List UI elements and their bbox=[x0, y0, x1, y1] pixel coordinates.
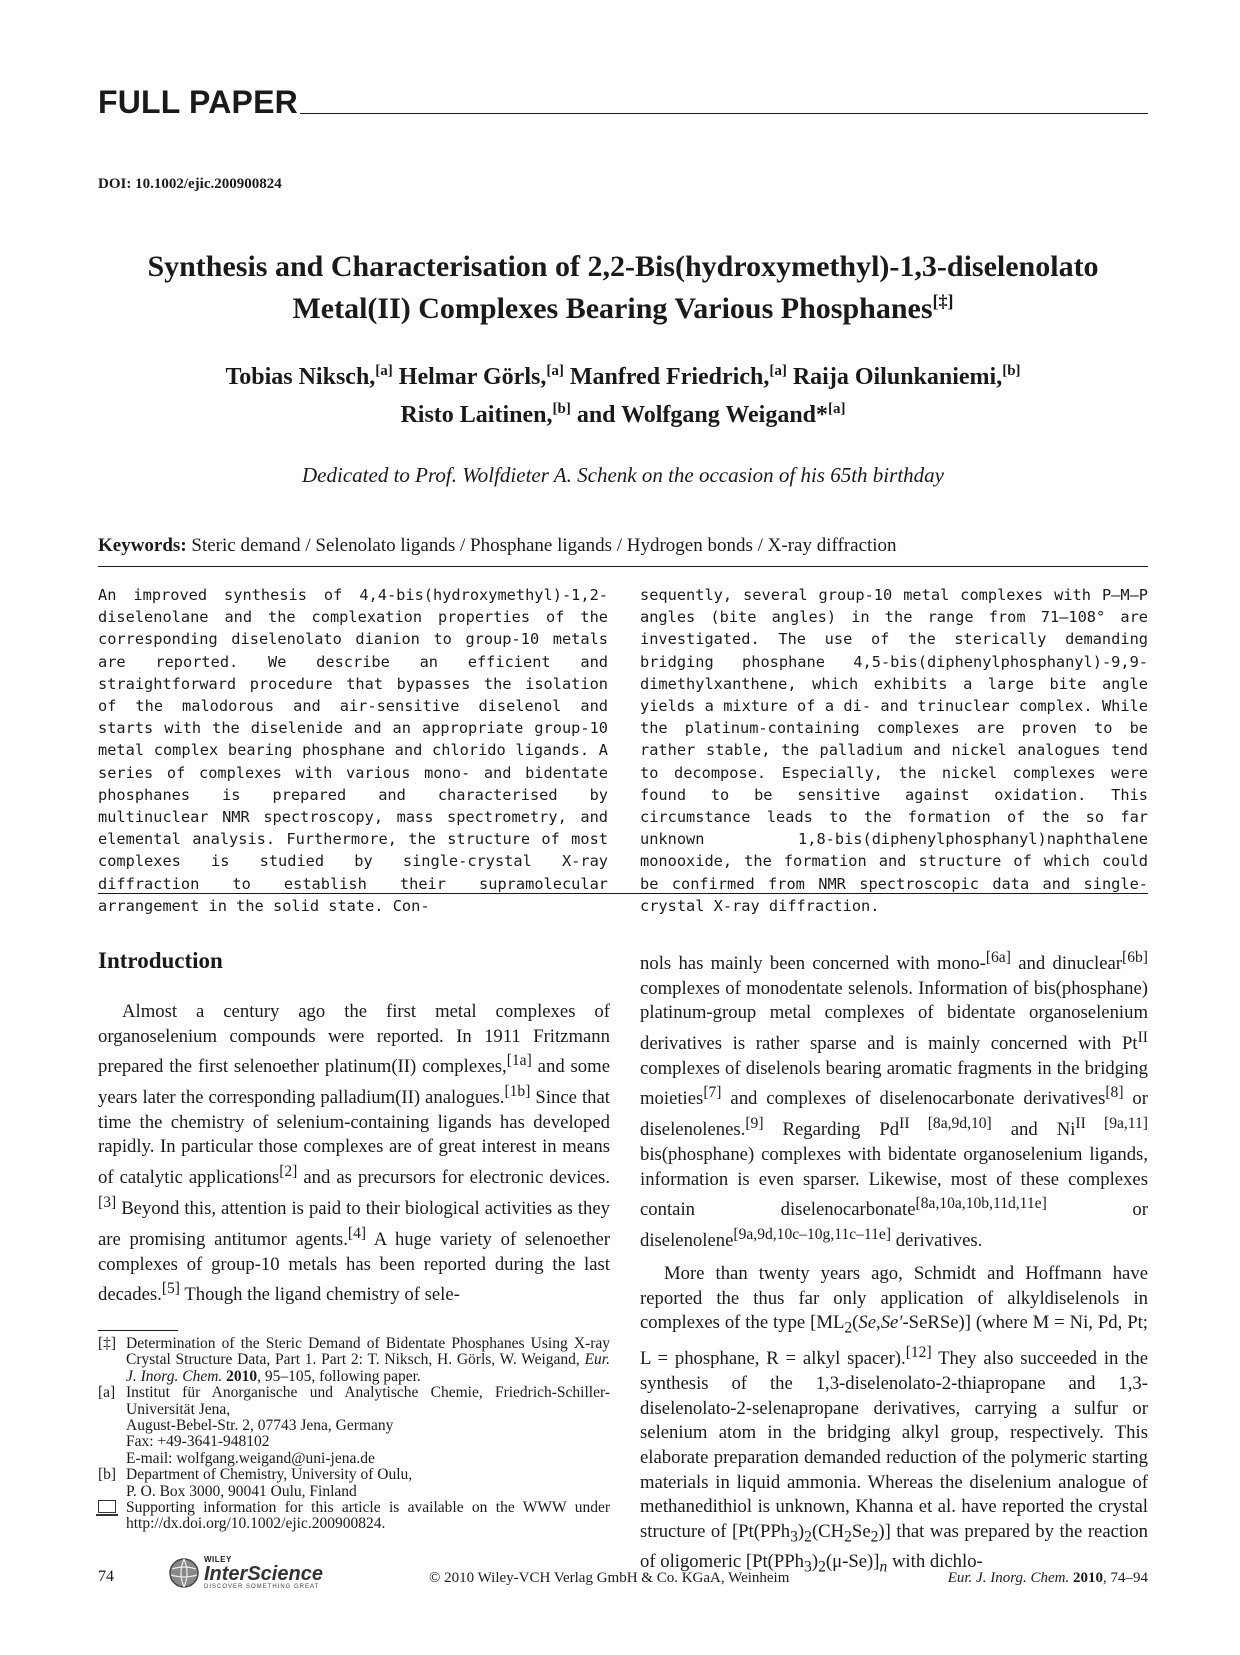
footnote-affiliation-b: [b] Department of Chemistry, University of Oulu, P. O. Box 3000, 90041 Oulu, Finland bbox=[98, 1466, 413, 1500]
keywords-label: Keywords: bbox=[98, 535, 187, 556]
authors-line-2: Risto Laitinen,[b] and Wolfgang Weigand*[a] bbox=[400, 401, 846, 428]
author-email[interactable]: E-mail: wolfgang.weigand@uni-jena.de bbox=[126, 1449, 375, 1467]
globe-icon bbox=[168, 1557, 200, 1589]
doi: DOI: 10.1002/ejic.200900824 bbox=[98, 176, 282, 192]
title-line-2: Metal(II) Complexes Bearing Various Phosphanes[‡] bbox=[292, 291, 954, 325]
logo-main: InterScience bbox=[204, 1563, 323, 1585]
header-rule bbox=[300, 113, 1148, 114]
dedication: Dedicated to Prof. Wolfdieter A. Schenk on the occasion of his 65th birthday bbox=[302, 463, 944, 487]
computer-icon bbox=[98, 1500, 116, 1513]
keywords-text: Steric demand / Selenolato ligands / Phosphane ligands / Hydrogen bonds / X-ray diffraction bbox=[191, 535, 897, 556]
supporting-info-link[interactable]: Supporting information for this article is available on the WWW under http://dx.doi.org/10.1002/ejic.200900824. bbox=[126, 1499, 610, 1533]
logo-tagline: DISCOVER SOMETHING GREAT bbox=[204, 1584, 320, 1590]
author-5: Risto Laitinen, bbox=[400, 402, 553, 428]
author-4: Raija Oilunkaniemi, bbox=[792, 364, 1003, 390]
title-mark: [‡] bbox=[932, 291, 954, 311]
intro-paragraph-2: More than twenty years ago, Schmidt and Hoffmann have reported the thus far only application of alkyldiselenols in complexes of the type $[ML_2(Se,Se'-SeRSe)]$ (where M = Ni, Pd, Pt; L = phosphane, R = alkyl spacer).[12] They also succeeded in the synthesis of the 1,3-diselenolato-2-thiapropane and 1,3-diselenolato-2-selenapropane derivatives, carrying a sulfur or selenium atom in the bridging alkyl group, respectively. This elaborate preparation demanded reduction of the polymeric starting materials in liquid ammonia. Whereas the diselenium analogue of methanedithiol is unknown, Khanna et al. have reported the crystal structure of $[Pt(PPh_3)_2(CH_2Se_2)]$ that was prepared by the reaction of oligomeric $[Pt(PPh_3)_2(\mu-Se)]_n$ with dichlo- bbox=[640, 1262, 1148, 1576]
footnote-affiliation-a: [a] Institut für Anorganische und Analytische Chemie, Friedrich-Schiller-Universität Jena, August-Bebel-Str. 2, 07743 Jena, Germany Fax: +49-3641-948102 E-mail: wolfgang.weigand@uni-jena.de bbox=[98, 1384, 610, 1467]
interscience-logo bbox=[168, 1556, 323, 1590]
abstract-right-column: sequently, several group-10 metal complexes with P–M–P angles (bite angles) in the range from 71–108° are investigated. The use of the sterically demanding bridging phosphane 4,5-bis(diphenylphosphanyl)-9,9-dimethylxanthene, which exhibits a large bite angle yields a mixture of a di- and trinuclear complex. While the platinum-containing complexes are proven to be rather stable, the palladium and nickel analogues tend to decompose. Especially, the nickel complexes were found to be sensitive against oxidation. This circumstance leads to the formation of the so far unknown 1,8-bis(diphenylphosphanyl)naphthalene monooxide, the formation and structure of which could be confirmed from NMR spectroscopic data and single-crystal X-ray diffraction. bbox=[640, 586, 1148, 915]
keywords bbox=[98, 535, 1148, 557]
title-line-1: Synthesis and Characterisation of 2,2-Bis(hydroxymethyl)-1,3-diselenolato bbox=[147, 250, 1099, 283]
journal-citation: Eur. J. Inorg. Chem. 2010, 74–94 bbox=[947, 1570, 1148, 1586]
footnotes bbox=[98, 1336, 610, 1533]
abstract-rule bbox=[98, 893, 1148, 894]
author-6: and Wolfgang Weigand* bbox=[576, 402, 829, 428]
intro-paragraph-1-cont: nols has mainly been concerned with mono-[6a] and dinuclear[6b] complexes of monodentate selenols. Information of bis(phosphane) platinum-group metal complexes of bidentate organoselenium derivatives is rather sparse and is mainly concerned with $Pt^{II}$ complexes of diselenols bearing aromatic fragments in the bridging moieties[7] and complexes of diselenocarbonate derivatives[8] or diselenolenes.[9] Regarding $Pd^{II [8a,9d,10]}$ and $Ni^{II [9a,11]}$ bis(phosphane) complexes with bidentate organoselenium ligands, information is even sparser. Likewise, most of these complexes contain diselenocarbonate[8a,10a,10b,11d,11e] or diselenolene[9a,9d,10c–10g,11c–11e] derivatives. bbox=[640, 949, 1148, 1252]
intro-paragraph-1: Almost a century ago the first metal complexes of organoselenium compounds were reported. In 1911 Fritzmann prepared the first selenoether platinum(II) complexes,[1a] and some years later the corresponding palladium(II) analogues.[1b] Since that time the chemistry of selenium-containing ligands has developed rapidly. In particular those complexes are of great interest in means of catalytic applications[2] and as precursors for electronic devices.[3] Beyond this, attention is paid to their biological activities as they are promising antitumor agents.[4] A huge variety of selenoether complexes of group-10 metals has been reported during the last decades.[5] Though the ligand chemistry of sele- bbox=[98, 1001, 610, 1306]
footnote-rule bbox=[98, 1330, 178, 1331]
page-number: 74 bbox=[98, 1568, 114, 1585]
abstract-left-column: An improved synthesis of 4,4-bis(hydroxymethyl)-1,2-diselenolane and the complexation properties of the corresponding diselenolato dianion to group-10 metals are reported. We describe an efficient and straightforward procedure that bypasses the isolation of the malodorous and air-sensitive diselenol and starts with the diselenide and an appropriate group-10 metal complex bearing phosphane and chlorido ligands. A series of complexes with various mono- and bidentate phosphanes is prepared and characterised by multinuclear NMR spectroscopy, mass spectrometry, and elemental analysis. Furthermore, the structure of most complexes is studied by single-crystal X-ray diffraction to establish their supramolecular arrangement in the solid state. Con- bbox=[98, 586, 608, 915]
paper-title bbox=[98, 250, 1148, 326]
author-1: Tobias Niksch, bbox=[225, 364, 376, 390]
header-label: FULL PAPER bbox=[98, 84, 298, 120]
copyright: © 2010 Wiley-VCH Verlag GmbH & Co. KGaA, Weinheim bbox=[429, 1570, 790, 1586]
intro-left-column bbox=[98, 1000, 610, 1308]
logo-wiley: WILEY bbox=[204, 1555, 232, 1564]
intro-right-column bbox=[640, 946, 1148, 1581]
author-3: Manfred Friedrich, bbox=[569, 364, 770, 390]
author-list bbox=[98, 355, 1148, 431]
section-heading-introduction: Introduction bbox=[98, 948, 223, 973]
keywords-rule bbox=[98, 566, 1148, 567]
authors-line-1: Tobias Niksch,[a] Helmar Görls,[a] Manfred Friedrich,[a] Raija Oilunkaniemi,[b] bbox=[225, 363, 1021, 390]
footnote-supporting-info bbox=[98, 1500, 610, 1533]
running-header bbox=[98, 78, 1148, 118]
author-2: Helmar Görls, bbox=[398, 364, 547, 390]
footnote-dagger: [‡] Determination of the Steric Demand of Bidentate Phosphanes Using X-ray Crystal Structure Data, Part 1. Part 2: T. Niksch, H. Görls, W. Weigand, Eur. J. Inorg. Chem. 2010, 95–105, following paper. bbox=[98, 1335, 610, 1385]
